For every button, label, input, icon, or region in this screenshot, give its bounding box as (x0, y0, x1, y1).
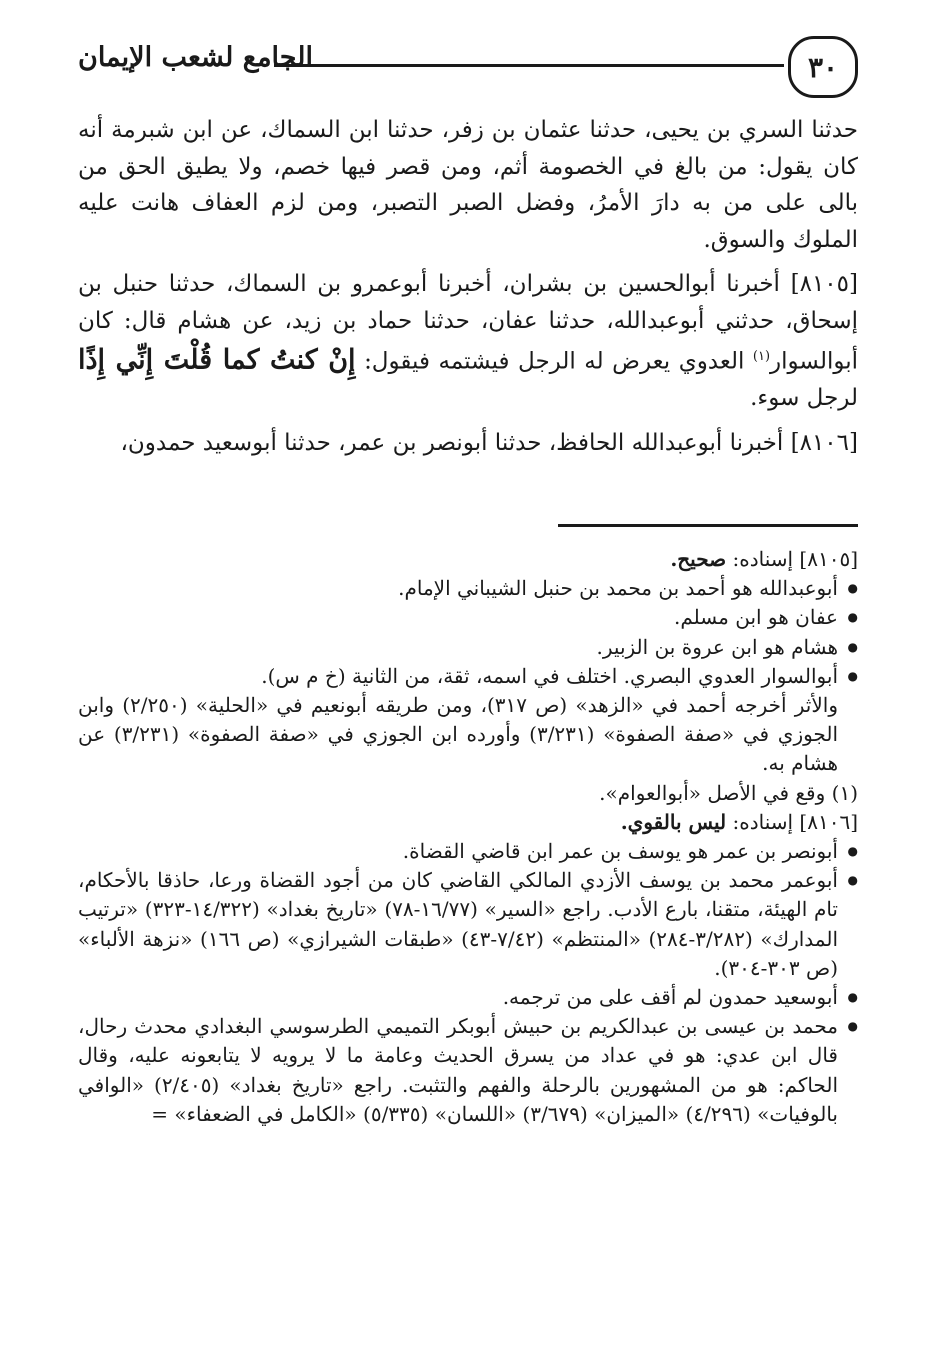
list-item: ● محمد بن عيسى بن عبدالكريم بن حبيش أبوبكر التميمي الطرسوسي البغدادي محدث رحال، قال ابن عدي: هو في عداد من يسرق الحديث وعامة ما لا يرويه لا يتابعونه عليه، وقال الحاكم: هو من المشهورين بالرحلة والفهم والتثبت. راجع «تاريخ بغداد» (٢/٤٠٥) «الوافي بالوفيات» (٤/٢٩٦) «الميزان» (٣/٦٧٩) «اللسان» (٥/٣٣٥) «الكامل في الضعفاء» = (78, 1012, 838, 1129)
page-number: ٣٠ (788, 36, 858, 98)
footnote-heading-8106 (78, 808, 858, 837)
list-item: ● أبوسعيد حمدون لم أقف على من ترجمه. (78, 983, 838, 1012)
footnote-ref: (١) (752, 349, 771, 364)
list-item: ● أبوعبدالله هو أحمد بن محمد بن حنبل الشيباني الإمام. (78, 574, 838, 603)
footnote-separator (558, 524, 858, 527)
isnad-grade: صحيح. (670, 547, 727, 571)
book-title: الجامع لشعب الإيمان (78, 42, 313, 73)
footnote-1: (١) وقع في الأصل «أبوالعوام». (599, 780, 858, 805)
narration-text: أخبرنا أبوعبدالله الحافظ، حدثنا أبونصر بن عمر، حدثنا أبوسعيد حمدون، (120, 429, 784, 456)
isnad-label: [٨١٠٥] إسناده: (732, 547, 858, 571)
narration-text: العدوي يعرض له الرجل فيشتمه فيقول: (364, 348, 745, 375)
list-item: ● أبوعمر محمد بن يوسف الأزدي المالكي القاضي كان من أجود القضاة ورعا، حاذقا بالأحكام، تام الهيئة، متقنا، بارع الأدب. راجع «السير» (١٦/٧٧-٧٨) «تاريخ بغداد» (١٤/٣٢٢-٣٢٣) «ترتيب المدارك» (٣/٢٨٢-٢٨٤) «المنتظم» (٧/٤٢-٤٣) «طبقات الشيرازي» (ص ١٦٦) «نزهة الألباء» (ص ٣٠٣-٣٠٤). (78, 866, 838, 983)
list-item: ● عفان هو ابن مسلم. (78, 603, 838, 632)
main-text (78, 112, 858, 469)
takhrij-note: والأثر أخرجه أحمد في «الزهد» (ص ٣١٧)، ومن طريقه أبونعيم في «الحلية» (٢/٢٥٠) وابن الجوزي في «صفة الصفوة» (٣/٢٣١) وأورده ابن الجوزي في «صفة الصفوة» (٣/٢٣١) عن هشام به. (78, 693, 838, 776)
isnad-label: [٨١٠٦] إسناده: (732, 809, 858, 834)
narrator-list (78, 837, 858, 1129)
quote-text: إِنْ كنتُ كما قُلْتَ إِنِّي إِذًا (78, 344, 356, 376)
page-header (78, 36, 858, 100)
list-item: ● هشام هو ابن عروة بن الزبير. (78, 633, 838, 662)
header-rule (274, 64, 784, 67)
narration-text: لرجل سوء. (750, 385, 858, 412)
footnote-heading-8105 (78, 545, 858, 574)
main-paragraph-8105 (78, 266, 858, 417)
entry-number: [٨١٠٥] (790, 271, 858, 297)
isnad-grade: ليس بالقوي. (620, 809, 727, 834)
main-paragraph-8106 (78, 425, 858, 462)
entry-number: [٨١٠٦] (790, 429, 858, 456)
footnotes (78, 545, 858, 1129)
list-item: ● أبوالسوار العدوي البصري. اختلف في اسمه، ثقة، من الثانية (خ م س). (78, 662, 838, 691)
narration-text: أخبرنا أبوالحسين بن بشران، أخبرنا أبوعمرو بن السماك، حدثنا حنبل بن إسحاق، حدثني أبوعبدالله، حدثنا عفان، حدثنا حماد بن زيد، عن هشام قال: كان أبوالسوار (78, 271, 859, 375)
main-paragraph: حدثنا السري بن يحيى، حدثنا عثمان بن زفر، حدثنا ابن السماك، عن ابن شبرمة أنه كان يقول: من بالغ في الخصومة أثم، ومن قصر فيها خصم، ولا يطيق الحق من بالى على من به دارَ الأمرُ، وفضل الصبر التصبر، ومن لزم العفاف هانت عليه الملوك والسوق. (78, 117, 858, 253)
narrator-list (78, 574, 858, 691)
list-item: ● أبونصر بن عمر هو يوسف بن عمر ابن قاضي القضاة. (78, 837, 838, 866)
